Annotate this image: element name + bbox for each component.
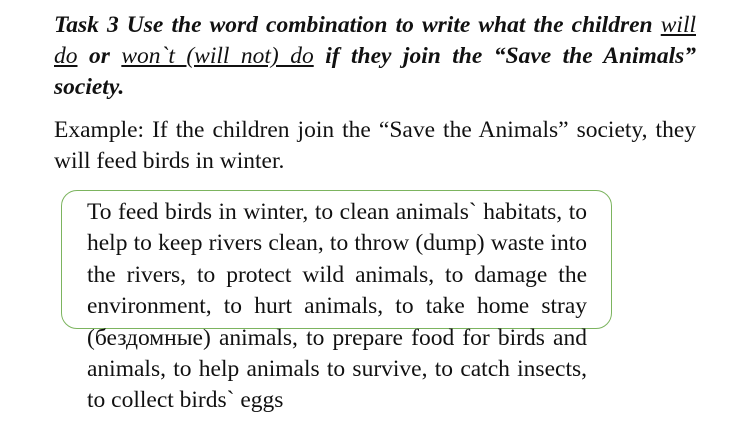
wont-do-phrase: won`t (will not) do: [121, 43, 314, 69]
or-word: or: [88, 43, 110, 69]
will-do-phrase: will do: [54, 12, 696, 69]
task-condition: if they join the “Save the Animals” society.: [54, 43, 697, 100]
example-sentence: Example: If the children join the “Save the Animals” society, they will feed birds in winter.: [54, 117, 696, 174]
task-heading: Task 3 Use the word combination to write what the children: [54, 12, 653, 38]
task-instruction: [54, 10, 696, 103]
word-combination-list: To feed birds in winter, to clean animals` habitats, to help to keep rivers clean, to throw (dump) waste into the rivers, to protect wild animals, to damage the environment, to hurt animals, to take home stray (бездомные) animals, to prepare food for birds and animals, to help animals to survive, to catch insects, to collect birds` eggs: [87, 199, 587, 414]
